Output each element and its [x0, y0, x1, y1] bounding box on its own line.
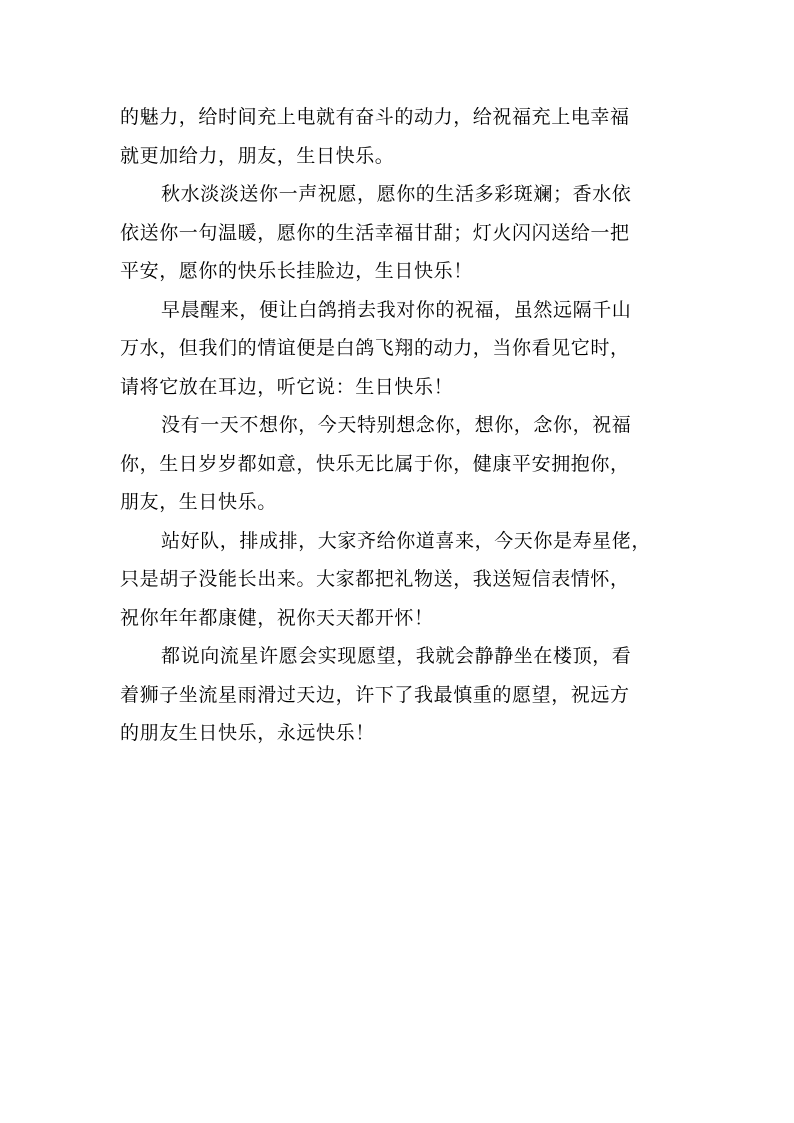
text-line: 平安，愿你的快乐长挂脸边，生日快乐！	[120, 260, 473, 282]
text-line: 请将它放在耳边，听它说：生日快乐！	[120, 375, 454, 398]
document-body	[120, 98, 682, 753]
paragraph-1	[120, 98, 682, 175]
text-line: 就更加给力，朋友，生日快乐。	[120, 144, 395, 167]
paragraph-4	[120, 406, 682, 522]
text-line: 早晨醒来，便让白鸽捎去我对你的祝福，虽然远隔千山	[161, 298, 632, 321]
text-line: 只是胡子没能长出来。大家都把礼物送，我送短信表情怀，	[120, 568, 630, 590]
text-line: 依送你一句温暖，愿你的生活幸福甘甜；灯火闪闪送给一把	[120, 221, 630, 244]
text-line: 的魅力，给时间充上电就有奋斗的动力，给祝福充上电幸福	[120, 106, 630, 128]
text-line: 都说向流星许愿会实现愿望，我就会静静坐在楼顶，看	[161, 645, 632, 667]
text-line: 站好队，排成排，大家齐给你道喜来，今天你是寿星佬，	[161, 529, 652, 552]
text-line: 朋友，生日快乐。	[120, 491, 277, 513]
text-line: 祝你年年都康健，祝你天天都开怀！	[120, 606, 434, 629]
paragraph-3	[120, 291, 682, 407]
text-line: 的朋友生日快乐，永远快乐！	[120, 722, 375, 744]
text-line: 没有一天不想你，今天特别想念你，想你，念你，祝福	[161, 414, 632, 436]
text-line: 万水，但我们的情谊便是白鸽飞翔的动力，当你看见它时，	[120, 337, 630, 359]
paragraph-5	[120, 522, 682, 638]
text-line: 你，生日岁岁都如意，快乐无比属于你，健康平安拥抱你，	[120, 452, 630, 475]
text-line: 秋水淡淡送你一声祝愿，愿你的生活多彩斑斓；香水依	[161, 183, 632, 205]
text-line: 着狮子坐流星雨滑过天边，许下了我最慎重的愿望，祝远方	[120, 683, 630, 706]
paragraph-6	[120, 637, 682, 753]
paragraph-2	[120, 175, 682, 291]
